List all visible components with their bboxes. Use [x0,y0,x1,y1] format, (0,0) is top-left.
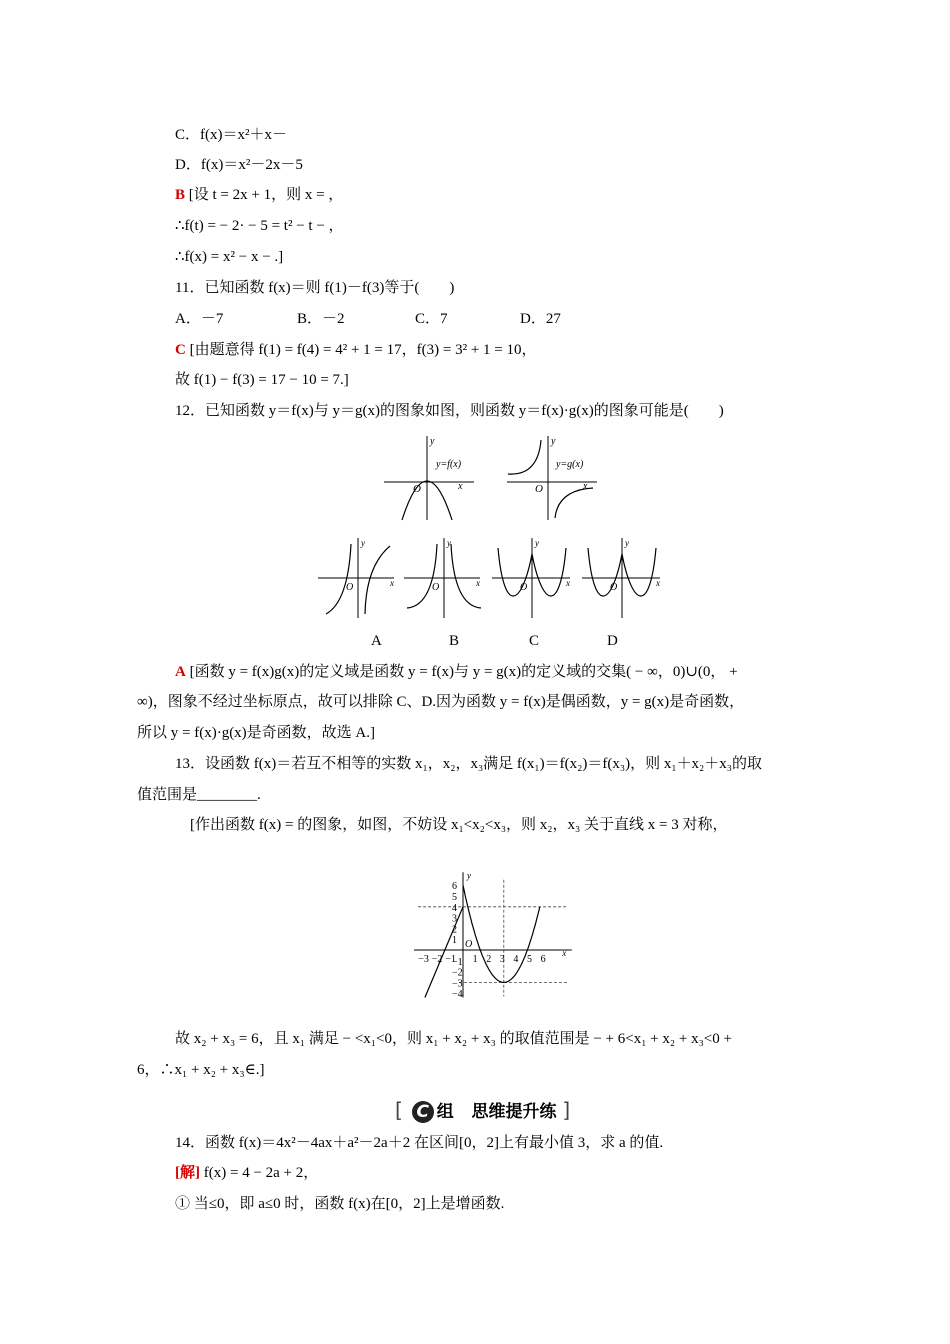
x-tick-label: 3 [499,954,505,965]
text-line: ∞)，图象不经过坐标原点，故可以排除 C、D.因为函数 y = f(x)是偶函数，y = g(x)是奇函数， [137,694,745,710]
y-tick-label: −2 [452,967,463,979]
origin-label: O [520,582,528,593]
bracket-right: ] [562,1098,571,1122]
piecewise-plot [408,850,578,1022]
text-line [175,185,343,205]
section-header [395,1097,570,1121]
x-tick-label: 2 [486,954,492,965]
origin-label: O [465,939,473,950]
axis-y-label: y [361,538,365,548]
section-letter: C [412,1101,434,1123]
text-line: 所以 y = f(x)·g(x)是奇函数，故选 A.] [137,725,376,741]
y-tick-label: −4 [452,989,463,1001]
y-tick-label: 6 [452,881,457,893]
g-label: y=g(x) [556,459,584,470]
axis-y-label: y [467,870,471,881]
text-line [175,1163,318,1183]
text-line: 14．函数 f(x)＝4x²－4ax＋a²－2a＋2 在区间[0，2]上有最小值 3，求 a 的值. [175,1135,664,1151]
x-tick-label: 6 [540,954,546,965]
origin-label: O [413,483,421,495]
text-line: C．7 [415,311,448,327]
axis-x-label: x [656,578,660,588]
text-line: D．f(x)＝x²－2x－5 [175,157,303,173]
section-group: 组 [436,1102,454,1122]
option-label-c: C [529,633,540,649]
y-tick-label: 2 [452,924,457,936]
graph-f [382,432,482,522]
text-line [175,662,738,682]
text-line: 故 x₂ + x₃ = 6，且 x₁ 满足 − <x₁<0，则 x₁ + x₂ + x₃ 的取值范围是 − + 6<x₁ + x₂ + x₃<0 + [175,1031,732,1047]
graph-g [505,432,605,522]
axis-y-label: y [430,436,435,447]
section-title: 思维提升练 [471,1102,557,1122]
option-graph-c [492,536,574,620]
origin-label: O [535,483,543,495]
option-graph-d [582,536,664,620]
text-line: 值范围是________. [137,787,261,803]
origin-label: O [432,582,440,593]
y-tick-label: 3 [452,913,457,925]
text-line: C．f(x)＝x²＋x－ [175,127,287,143]
answer-tag: C [175,342,186,358]
y-tick-label: −1 [452,956,463,968]
y-tick-label: −3 [452,978,463,990]
text-line: ∴f(t) = − 2· − 5 = t² − t − ， [175,218,344,234]
axis-x-label: x [566,578,570,588]
text-line: 故 f(1) − f(3) = 17 − 10 = 7.] [175,372,349,388]
text-line [175,340,537,360]
axis-x-label: x [583,481,588,492]
answer-tag: [解] [175,1165,200,1181]
option-graph-a [318,536,398,620]
f-label: y=f(x) [436,459,462,470]
x-tick-label: 1 [472,954,478,965]
option-label-b: B [449,633,460,649]
axis-x-label: x [562,948,567,958]
y-tick-label: 4 [452,902,457,914]
answer-text: f(x) = 4 − 2a + 2， [200,1165,319,1181]
text-line: 11．已知函数 f(x)＝则 f(1)－f(3)等于( ) [175,280,455,296]
axis-y-label: y [535,538,539,548]
text-line: 12．已知函数 y＝f(x)与 y＝g(x)的图象如图，则函数 y＝f(x)·g(x)的图象可能是( ) [175,403,724,419]
bracket-left: [ [395,1098,403,1122]
axis-x-label: x [390,578,394,588]
answer-text: [设 t = 2x + 1，则 x = ， [185,187,344,203]
axis-y-label: y [447,538,451,548]
axis-y-label: y [551,436,556,447]
answer-tag: A [175,664,186,680]
answer-text: [函数 y = f(x)g(x)的定义域是函数 y = f(x)与 y = g(x)的定义域的交集( − ∞，0)∪(0， + [185,664,738,680]
option-label-a: A [371,633,382,649]
text-line: ∴f(x) = x² − x − .] [175,249,284,265]
option-graph-b [404,536,484,620]
y-tick-label: 1 [452,935,457,947]
x-tick-label: 4 [513,954,519,965]
origin-label: O [610,582,618,593]
axis-x-label: x [458,481,463,492]
text-line: D．27 [520,311,561,327]
answer-text: [由题意得 f(1) = f(4) = 4² + 1 = 17，f(3) = 3² + 1 = 10， [185,342,537,358]
text-line: 13．设函数 f(x)＝若互不相等的实数 x₁，x₂，x₃满足 f(x₁)＝f(x₂)＝f(x₃)，则 x₁＋x₂＋x₃的取 [175,756,763,772]
x-tick-label: −3 [418,954,429,965]
text-line: A．－7 [175,311,224,327]
text-line: [作出函数 f(x) = 的图象，如图，不妨设 x₁<x₂<x₃，则 x₂，x₃ 关于直线 x = 3 对称， [190,817,728,833]
answer-tag: B [175,187,186,203]
axis-y-label: y [625,538,629,548]
text-line: B．－2 [297,311,345,327]
text-line: 6，∴x₁ + x₂ + x₃∈.] [137,1062,265,1078]
x-tick-label: −1 [445,954,457,965]
text-line: ① 当≤0，即 a≤0 时，函数 f(x)在[0，2]上是增函数. [175,1196,505,1212]
option-label-d: D [607,633,618,649]
x-tick-label: 5 [527,954,532,965]
parabola-curve [463,885,540,982]
x-tick-label: −2 [431,954,443,965]
origin-label: O [346,582,354,593]
axis-x-label: x [476,578,480,588]
y-tick-label: 5 [452,892,457,903]
